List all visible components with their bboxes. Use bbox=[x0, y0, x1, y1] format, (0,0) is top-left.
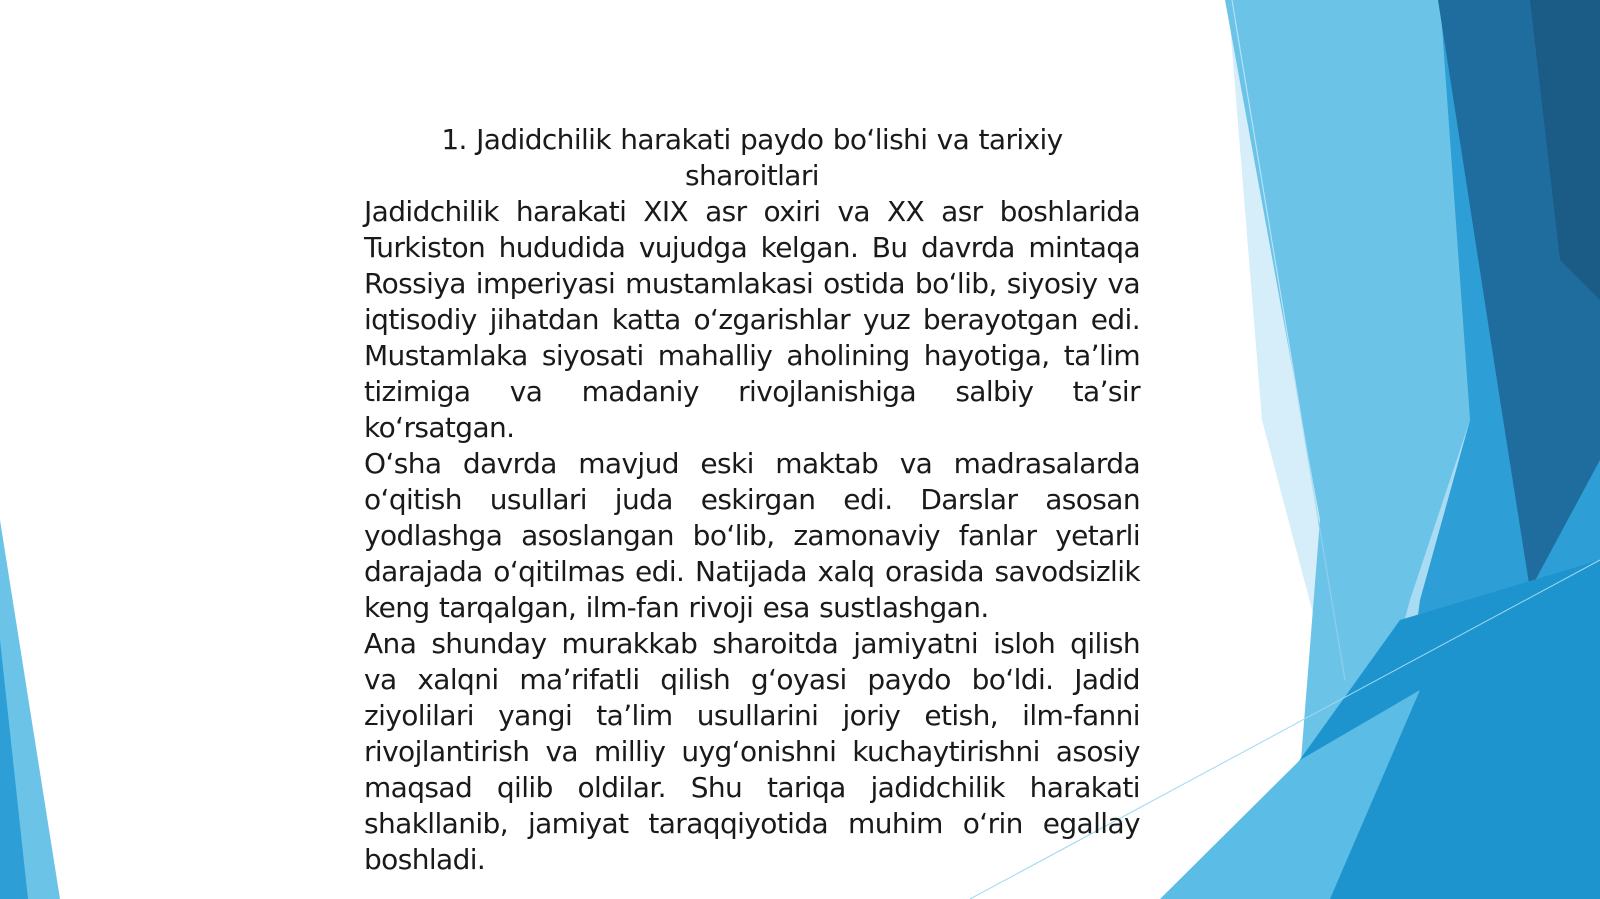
paragraph-2: Oʻsha davrda mavjud eski maktab va madrasalarda oʻqitish usullari juda eskirgan edi. Darslar asosan yodlashga asoslangan boʻlib, zamonaviy fanlar yetarli darajada oʻqitilmas edi. Natijada xalq orasida savodsizlik keng tarqalgan, ilm-fan rivoji esa sustlashgan. bbox=[364, 447, 1140, 624]
slide-title: 1. Jadidchilik harakati paydo boʻlishi va tarixiy sharoitlari bbox=[441, 123, 1063, 192]
slide-content bbox=[364, 122, 1140, 878]
paragraph-1: Jadidchilik harakati XIX asr oxiri va XX asr boshlarida Turkiston hududida vujudga kelgan. Bu davrda mintaqa Rossiya imperiyasi mustamlakasi ostida boʻlib, siyosiy va iqtisodiy jihatdan katta oʻzgarishlar yuz berayotgan edi. Mustamlaka siyosati mahalliy aholining hayotiga, taʼlim tizimiga va madaniy rivojlanishiga salbiy taʼsir koʻrsatgan. bbox=[364, 195, 1140, 444]
paragraph-3: Ana shunday murakkab sharoitda jamiyatni isloh qilish va xalqni maʼrifatli qilish gʻoyasi paydo boʻldi. Jadid ziyolilari yangi taʼlim usullarini joriy etish, ilm-fanni rivojlantirish va milliy uygʻonishni kuchaytirishni asosiy maqsad qilib oldilar. Shu tariqa jadidchilik harakati shakllanib, jamiyat taraqqiyotida muhim oʻrin egallay boshladi. bbox=[364, 627, 1140, 876]
